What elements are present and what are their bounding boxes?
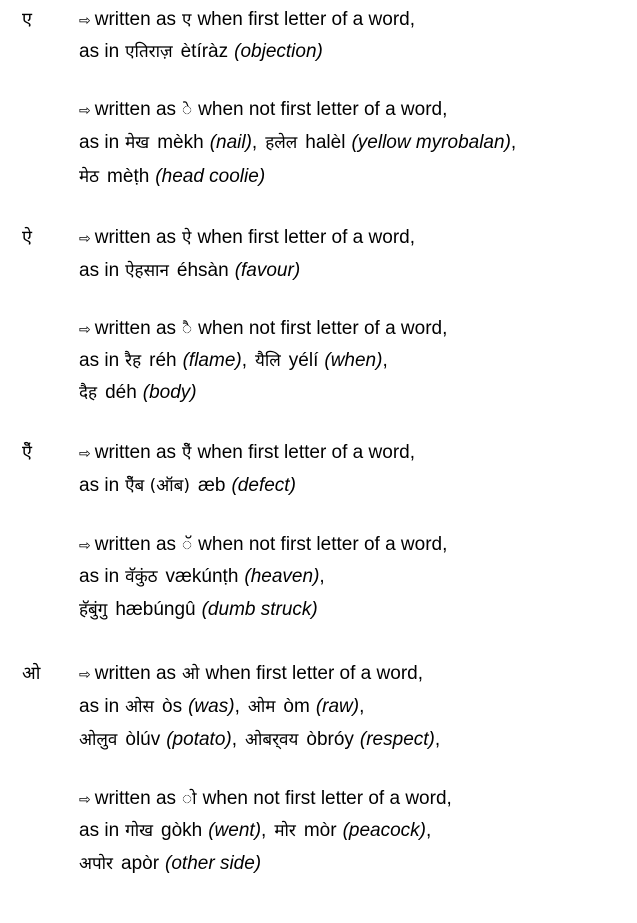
arrow-icon: ⇨: [79, 103, 91, 119]
written-as-label: written as: [94, 227, 177, 248]
example-devanagari: ऍेब (ऑब): [125, 476, 191, 496]
rule-heading: [79, 787, 452, 812]
example-devanagari: ओस: [125, 697, 155, 717]
as-in-label: as in: [79, 696, 120, 717]
example-transliteration: ètíràz: [180, 41, 229, 62]
example-devanagari: हलेल: [265, 133, 298, 153]
example-devanagari: ओबर्‌वय: [245, 730, 299, 750]
example-gloss: (yellow myrobalan): [351, 132, 511, 153]
example-transliteration: vækúnṭh: [165, 566, 239, 587]
arrow-icon: ⇨: [79, 538, 91, 554]
example-separator: ,: [359, 696, 365, 717]
vowel-sign: ओ: [182, 664, 200, 684]
vowel-sign: ऍे: [182, 443, 192, 463]
example-gloss: (heaven): [244, 566, 320, 587]
example-transliteration: apòr: [121, 853, 160, 874]
example-gloss: (went): [208, 820, 262, 841]
written-as-label: written as: [94, 99, 177, 120]
example-line: [79, 40, 325, 64]
arrow-icon: ⇨: [79, 231, 91, 247]
rule-condition: when first letter of a word,: [197, 442, 415, 463]
example-separator: ,: [241, 350, 247, 371]
example-devanagari: ओलुव: [79, 730, 118, 750]
written-as-label: written as: [94, 663, 177, 684]
example-separator: ,: [261, 820, 267, 841]
example-line: [79, 131, 518, 155]
example-transliteration: æb: [198, 475, 226, 496]
vowel-sign: ो: [182, 789, 197, 809]
rule-condition: when not first letter of a word,: [202, 788, 452, 809]
example-transliteration: mèkh: [157, 132, 204, 153]
example-devanagari: ऐहसान: [125, 261, 169, 281]
example-devanagari: मोर: [274, 821, 296, 841]
example-devanagari: मेख: [125, 133, 150, 153]
written-as-label: written as: [94, 318, 177, 339]
example-devanagari: यैलि: [255, 351, 281, 371]
example-line: [79, 474, 298, 498]
entry-letter: ऐ: [22, 227, 32, 248]
as-in-label: as in: [79, 350, 120, 371]
example-separator: ,: [319, 566, 325, 587]
example-separator: ,: [434, 729, 441, 750]
arrow-icon: ⇨: [79, 13, 91, 29]
entry-letter: ओ: [22, 663, 41, 684]
arrow-icon: ⇨: [79, 446, 91, 462]
rule-condition: when first letter of a word,: [205, 663, 423, 684]
example-gloss: (favour): [234, 260, 301, 281]
as-in-label: as in: [79, 260, 120, 281]
written-as-label: written as: [94, 788, 177, 809]
example-transliteration: òs: [162, 696, 183, 717]
example-gloss: (head coolie): [155, 166, 266, 187]
example-transliteration: yélí: [288, 350, 319, 371]
example-gloss: (was): [188, 696, 235, 717]
vowel-sign: ै: [182, 319, 193, 339]
rule-condition: when first letter of a word,: [197, 227, 415, 248]
example-transliteration: mèṭh: [107, 166, 150, 187]
example-transliteration: gòkh: [161, 820, 203, 841]
example-line: [79, 819, 433, 843]
example-gloss: (flame): [182, 350, 242, 371]
example-line: [79, 381, 199, 405]
written-as-label: written as: [94, 9, 177, 30]
example-transliteration: òlúv: [125, 729, 161, 750]
entry-letter: ए: [22, 9, 32, 30]
example-gloss: (potato): [166, 729, 232, 750]
example-devanagari: एतिराज़: [125, 42, 173, 62]
example-gloss: (when): [324, 350, 383, 371]
example-line: [79, 728, 442, 752]
rule-heading: [79, 317, 447, 342]
example-gloss: (nail): [209, 132, 252, 153]
example-separator: ,: [251, 132, 258, 153]
example-gloss: (body): [142, 382, 197, 403]
example-line: [79, 695, 366, 719]
vowel-sign: ए: [182, 10, 192, 30]
rule-condition: when not first letter of a word,: [198, 99, 448, 120]
written-as-label: written as: [94, 442, 177, 463]
example-gloss: (defect): [231, 475, 296, 496]
example-separator: ,: [234, 696, 240, 717]
as-in-label: as in: [79, 820, 120, 841]
example-gloss: (peacock): [342, 820, 426, 841]
vowel-sign: े: [182, 100, 193, 120]
example-gloss: (respect): [359, 729, 435, 750]
vowel-sign: ॅ: [182, 535, 193, 555]
example-transliteration: òm: [283, 696, 310, 717]
rule-condition: when first letter of a word,: [197, 9, 415, 30]
entry-letter: ऍे: [22, 442, 32, 463]
example-gloss: (other side): [165, 853, 262, 874]
example-devanagari: गोख: [125, 821, 154, 841]
example-transliteration: halèl: [305, 132, 346, 153]
example-line: [79, 565, 327, 589]
example-transliteration: òbróy: [306, 729, 354, 750]
rule-heading: [79, 441, 415, 466]
example-line: [79, 349, 390, 373]
example-separator: ,: [426, 820, 432, 841]
example-separator: ,: [382, 350, 388, 371]
rule-condition: when not first letter of a word,: [198, 318, 448, 339]
rule-condition: when not first letter of a word,: [198, 534, 448, 555]
rule-heading: [79, 8, 415, 33]
as-in-label: as in: [79, 475, 120, 496]
as-in-label: as in: [79, 132, 120, 153]
example-devanagari: दैह: [79, 383, 98, 403]
written-as-label: written as: [94, 534, 177, 555]
as-in-label: as in: [79, 566, 120, 587]
arrow-icon: ⇨: [79, 667, 91, 683]
vowel-sign: ऐ: [182, 228, 192, 248]
example-separator: ,: [231, 729, 237, 750]
arrow-icon: ⇨: [79, 792, 91, 808]
example-gloss: (objection): [234, 41, 323, 62]
example-devanagari: ओम: [247, 697, 276, 717]
example-gloss: (dumb struck): [201, 599, 318, 620]
rule-heading: [79, 533, 447, 558]
rule-heading: [79, 226, 415, 251]
arrow-icon: ⇨: [79, 322, 91, 338]
example-line: [79, 598, 320, 622]
example-line: [79, 165, 267, 189]
rule-heading: [79, 662, 423, 687]
example-devanagari: अपोर: [79, 854, 113, 874]
as-in-label: as in: [79, 41, 120, 62]
example-transliteration: éhsàn: [176, 260, 229, 281]
example-line: [79, 259, 302, 283]
example-gloss: (raw): [315, 696, 360, 717]
example-devanagari: मेठ: [79, 167, 100, 187]
example-transliteration: mòr: [303, 820, 337, 841]
example-separator: ,: [510, 132, 517, 153]
example-devanagari: वॅकुंठ: [125, 567, 158, 587]
rule-heading: [79, 98, 447, 123]
example-transliteration: hæbúngû: [115, 599, 196, 620]
example-devanagari: रैह: [125, 351, 142, 371]
example-transliteration: déh: [105, 382, 137, 403]
example-devanagari: हॅबुंगु: [79, 600, 108, 620]
example-transliteration: réh: [149, 350, 177, 371]
example-line: [79, 852, 263, 876]
